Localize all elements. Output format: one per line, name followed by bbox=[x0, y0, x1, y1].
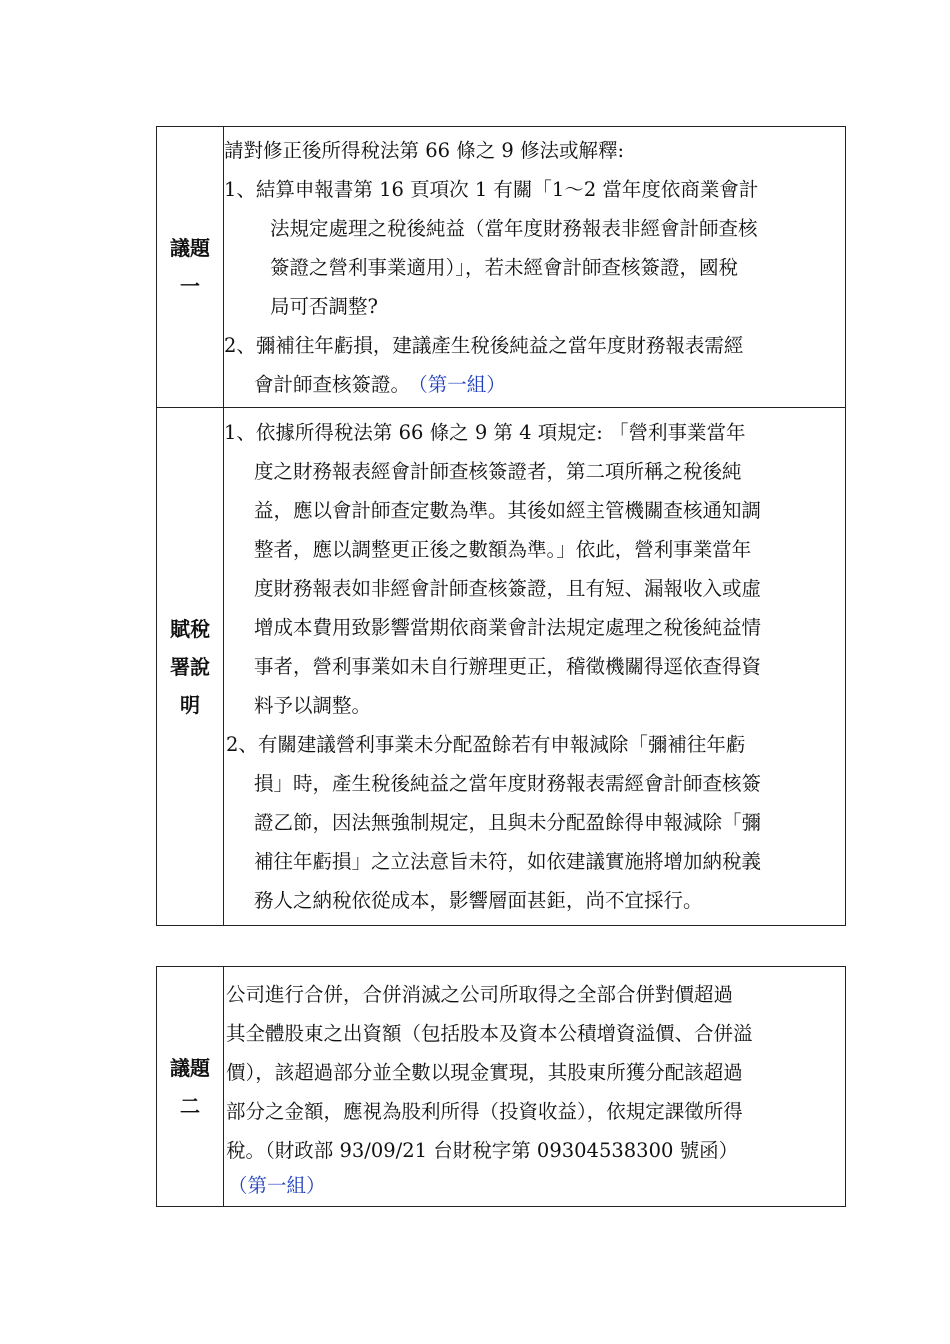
label-line: 署說 bbox=[170, 654, 210, 679]
label-line: 明 bbox=[180, 692, 200, 717]
label-line: 賦稅 bbox=[170, 616, 210, 641]
issue-1-label bbox=[157, 127, 224, 408]
text-line: 公司進行合併，合併消滅之公司所取得之全部合併對價超過 bbox=[226, 983, 734, 1006]
explanation-content bbox=[224, 408, 846, 926]
text-line: 度財務報表如非經會計師查核簽證，且有短、漏報收入或虛 bbox=[254, 577, 762, 600]
group-tag: （第一組） bbox=[418, 372, 506, 396]
text-line: 法規定處理之稅後純益（當年度財務報表非經會計師查核 bbox=[270, 216, 758, 240]
text-line: 2、有關建議營利事業未分配盈餘若有申報減除「彌補往年虧 bbox=[226, 733, 746, 756]
text-line bbox=[224, 365, 845, 404]
text-line: 部分之金額，應視為股利所得（投資收益），依規定課徵所得 bbox=[226, 1100, 743, 1123]
text-line: 其全體股東之出資額（包括股本及資本公積增資溢價、合併溢 bbox=[226, 1022, 753, 1045]
text-line: 度之財務報表經會計師查核簽證者，第二項所稱之稅後純 bbox=[254, 460, 742, 483]
issue-table-2 bbox=[156, 966, 846, 1207]
text-line: 增成本費用致影響當期依商業會計法規定處理之稅後純益情 bbox=[254, 616, 762, 639]
text-line: 損」時，產生稅後純益之當年度財務報表需經會計師查核簽 bbox=[254, 772, 762, 795]
text-line: 務人之納稅依從成本，影響層面甚鉅，尚不宜採行。 bbox=[254, 889, 703, 912]
issue-2-content bbox=[224, 967, 846, 1207]
text-line: 請對修正後所得稅法第 66 條之 9 修法或解釋: bbox=[224, 138, 625, 162]
label-line: 議題 bbox=[170, 1055, 210, 1080]
issue-2-label bbox=[157, 967, 224, 1207]
issue-table-1 bbox=[156, 126, 846, 926]
text-line: 價），該超過部分並全數以現金實現，其股東所獲分配該超過 bbox=[226, 1061, 743, 1084]
text-line: 補往年虧損」之立法意旨未符，如依建議實施將增加納稅義 bbox=[254, 850, 762, 873]
text-line: 料予以調整。 bbox=[254, 694, 372, 717]
label-line: 議題 bbox=[170, 236, 210, 260]
text-line: 1、依據所得稅法第 66 條之 9 第 4 項規定: 「營利事業當年 bbox=[224, 421, 746, 444]
text-segment: 會計師查核簽證。 bbox=[254, 372, 411, 396]
text-line: 益，應以會計師查定數為準。其後如經主管機關查核通知調 bbox=[254, 499, 762, 522]
text-line: 1、結算申報書第 16 頁項次 1 有關「1～2 當年度依商業會計 bbox=[224, 177, 759, 201]
text-line: 證乙節，因法無強制規定，且與未分配盈餘得申報減除「彌 bbox=[254, 811, 762, 834]
label-line: 一 bbox=[180, 274, 200, 298]
issue-1-content bbox=[224, 127, 846, 408]
explanation-label bbox=[157, 408, 224, 926]
text-line: 2、彌補往年虧損，建議產生稅後純益之當年度財務報表需經 bbox=[224, 333, 744, 357]
text-line: 整者，應以調整更正後之數額為準。」依此，營利事業當年 bbox=[254, 538, 752, 561]
text-line: 簽證之營利事業適用）」，若未經會計師查核簽證，國稅 bbox=[270, 255, 739, 279]
text-line: 事者，營利事業如未自行辦理更正，稽徵機關得逕依查得資 bbox=[254, 655, 762, 678]
text-line: 稅。（財政部 93/09/21 台財稅字第 09304538300 號函） bbox=[226, 1139, 739, 1162]
text-line: 局可否調整? bbox=[270, 294, 378, 318]
label-line: 二 bbox=[180, 1093, 200, 1118]
group-tag: （第一組） bbox=[228, 1174, 326, 1197]
